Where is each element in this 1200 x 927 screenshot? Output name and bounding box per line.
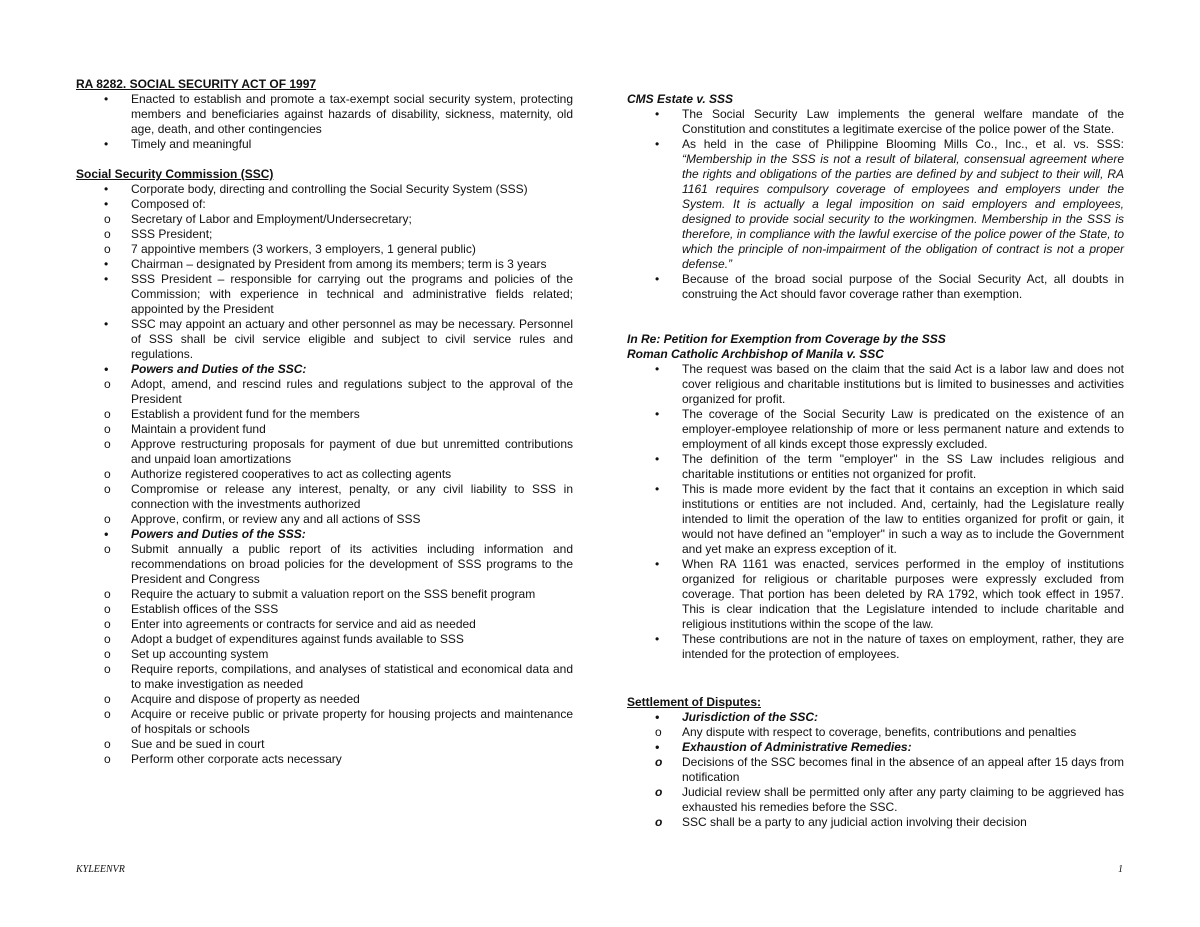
list-item: • This is made more evident by the fact that it contains an exception in which said institutions or entities are not included. And, certainly, had the Legislature really intended to limit the operation of the law to entities organized for profit or gain, it would not have defined an "employer" in such a way as to include the Government and yet make an express exception of it.	[627, 482, 1124, 557]
settlement-heading: Settlement of Disputes:	[627, 695, 762, 709]
footer-author: KYLEENVR	[76, 864, 125, 875]
list-item: • Chairman – designated by President from among its members; term is 3 years	[76, 257, 573, 272]
sss-powers-heading-list	[76, 527, 573, 542]
inre-list	[627, 362, 1124, 662]
list-item: • These contributions are not in the nature of taxes on employment, rather, they are intended for the protection of employees.	[627, 632, 1124, 662]
sub-list-item: o Submit annually a public report of its activities including information and recommendations on broad policies for the development of SSS programs to the President and Congress	[76, 542, 573, 587]
left-column	[76, 77, 573, 767]
sub-list-item: o Sue and be sued in court	[76, 737, 573, 752]
sub-list-item: o Enter into agreements or contracts for service and aid as needed	[76, 617, 573, 632]
list-item: • SSC may appoint an actuary and other personnel as may be necessary. Personnel of SSS shall be civil service eligible and subject to civil service rules and regulations.	[76, 317, 573, 362]
list-item: • Jurisdiction of the SSC:	[627, 710, 1124, 725]
list-item: • SSS President – responsible for carrying out the programs and policies of the Commission; with experience in technical and administrative fields related; appointed by the President	[76, 272, 573, 317]
sub-list-item: o Any dispute with respect to coverage, benefits, contributions and penalties	[572, 725, 1124, 740]
sub-list-item: o Secretary of Labor and Employment/Undersecretary;	[76, 212, 573, 227]
jurisdiction-sublist	[572, 725, 1124, 740]
inre-subheading: Roman Catholic Archbishop of Manila v. SSC	[627, 347, 884, 361]
case-quote: “Membership in the SSS is not a result of bilateral, consensual agreement where the rights and obligations of the parties are defined by and subject to their will, RA 1161 requires compulsory coverage of employees and employers under the System. It is actually a legal imposition on said employers and employees, designed to provide social security to the workingmen. Membership in the SSS is therefore, in compliance with the lawful exercise of the police power of the State, to which the principle of non-impairment of the obligation of contract is not a proper defense.”	[682, 152, 1124, 271]
sub-list-item: o Authorize registered cooperatives to act as collecting agents	[76, 467, 573, 482]
list-item: • The Social Security Law implements the general welfare mandate of the Constitution and constitutes a legitimate exercise of the police power of the State.	[627, 107, 1124, 137]
list-item: • Timely and meaningful	[76, 137, 573, 152]
list-item	[76, 197, 573, 212]
sub-list-item: o Perform other corporate acts necessary	[76, 752, 573, 767]
inre-heading: In Re: Petition for Exemption from Coverage by the SSS	[627, 332, 946, 346]
list-item	[627, 137, 1124, 272]
exhaustion-list	[627, 740, 1124, 755]
sub-list-item: o 7 appointive members (3 workers, 3 employers, 1 general public)	[76, 242, 573, 257]
sub-list-item: o Approve, confirm, or review any and all actions of SSS	[76, 512, 573, 527]
list-item: • Corporate body, directing and controlling the Social Security System (SSS)	[76, 182, 573, 197]
intro-list	[76, 92, 573, 152]
case-citation: As held in the case of Philippine Blooming Mills Co., Inc., et al. vs. SSS:	[682, 137, 1124, 151]
sub-list-item: o Adopt a budget of expenditures against funds available to SSS	[76, 632, 573, 647]
exhaustion-sublist	[572, 755, 1124, 830]
list-item: • Powers and Duties of the SSC:	[76, 362, 573, 377]
sub-list-item: o Acquire or receive public or private property for housing projects and maintenance of hospitals or schools	[76, 707, 573, 737]
composed-sublist	[76, 212, 573, 257]
sub-list-item: o Judicial review shall be permitted only after any party claiming to be aggrieved has exhausted his remedies before the SSC.	[572, 785, 1124, 815]
sub-list-item: o Adopt, amend, and rescind rules and regulations subject to the approval of the President	[76, 377, 573, 407]
sub-list-item: o Establish a provident fund for the members	[76, 407, 573, 422]
list-item: • The definition of the term "employer" in the SS Law includes religious and charitable institutions or entities not organized for profit.	[627, 452, 1124, 482]
ssc-list-continued	[76, 257, 573, 377]
list-item: • The request was based on the claim that the said Act is a labor law and does not cover religious and charitable institutions but is limited to businesses and activities organized for profit.	[627, 362, 1124, 407]
sub-list-item: o Require reports, compilations, and analyses of statistical and economical data and to make investigation as needed	[76, 662, 573, 692]
list-item: • Exhaustion of Administrative Remedies:	[627, 740, 1124, 755]
sub-list-item: o Set up accounting system	[76, 647, 573, 662]
ssc-heading: Social Security Commission (SSC)	[76, 167, 274, 181]
ssc-powers-list	[76, 377, 573, 527]
sub-list-item: o Require the actuary to submit a valuation report on the SSS benefit program	[76, 587, 573, 602]
composed-label: Composed of:	[131, 197, 206, 211]
list-item: • The coverage of the Social Security Law is predicated on the existence of an employer-employee relationship of more or less permanent nature and extends to employment of all kinds except those expressly excluded.	[627, 407, 1124, 452]
sub-list-item: o Maintain a provident fund	[76, 422, 573, 437]
act-title: RA 8282. SOCIAL SECURITY ACT OF 1997	[76, 77, 317, 91]
settlement-list	[627, 710, 1124, 725]
sub-list-item: o SSC shall be a party to any judicial action involving their decision	[572, 815, 1124, 830]
sub-list-item: o Establish offices of the SSS	[76, 602, 573, 617]
sss-powers-list	[76, 542, 573, 767]
cms-list	[627, 107, 1124, 302]
sub-list-item: o Compromise or release any interest, penalty, or any civil liability to SSS in connection with the investments authorized	[76, 482, 573, 512]
page-number: 1	[1118, 864, 1123, 875]
list-item: • Enacted to establish and promote a tax-exempt social security system, protecting members and beneficiaries against hazards of disability, sickness, maternity, old age, death, and other contingencies	[76, 92, 573, 137]
list-item: • Powers and Duties of the SSS:	[76, 527, 573, 542]
sub-list-item: o Approve restructuring proposals for payment of due but unremitted contributions and unpaid loan amortizations	[76, 437, 573, 467]
cms-heading: CMS Estate v. SSS	[627, 92, 734, 106]
right-column	[627, 92, 1124, 830]
sub-list-item: o Decisions of the SSC becomes final in the absence of an appeal after 15 days from notification	[572, 755, 1124, 785]
sub-list-item: o SSS President;	[76, 227, 573, 242]
list-item: • Because of the broad social purpose of the Social Security Act, all doubts in construing the Act should favor coverage rather than exemption.	[627, 272, 1124, 302]
sub-list-item: o Acquire and dispose of property as needed	[76, 692, 573, 707]
list-item: • When RA 1161 was enacted, services performed in the employ of institutions organized for religious or charitable purposes were expressly excluded from coverage. That portion has been deleted by RA 1792, which took effect in 1957. This is clear indication that the Legislature intended to include charitable and religious institutions within the scope of the law.	[627, 557, 1124, 632]
ssc-list	[76, 182, 573, 212]
